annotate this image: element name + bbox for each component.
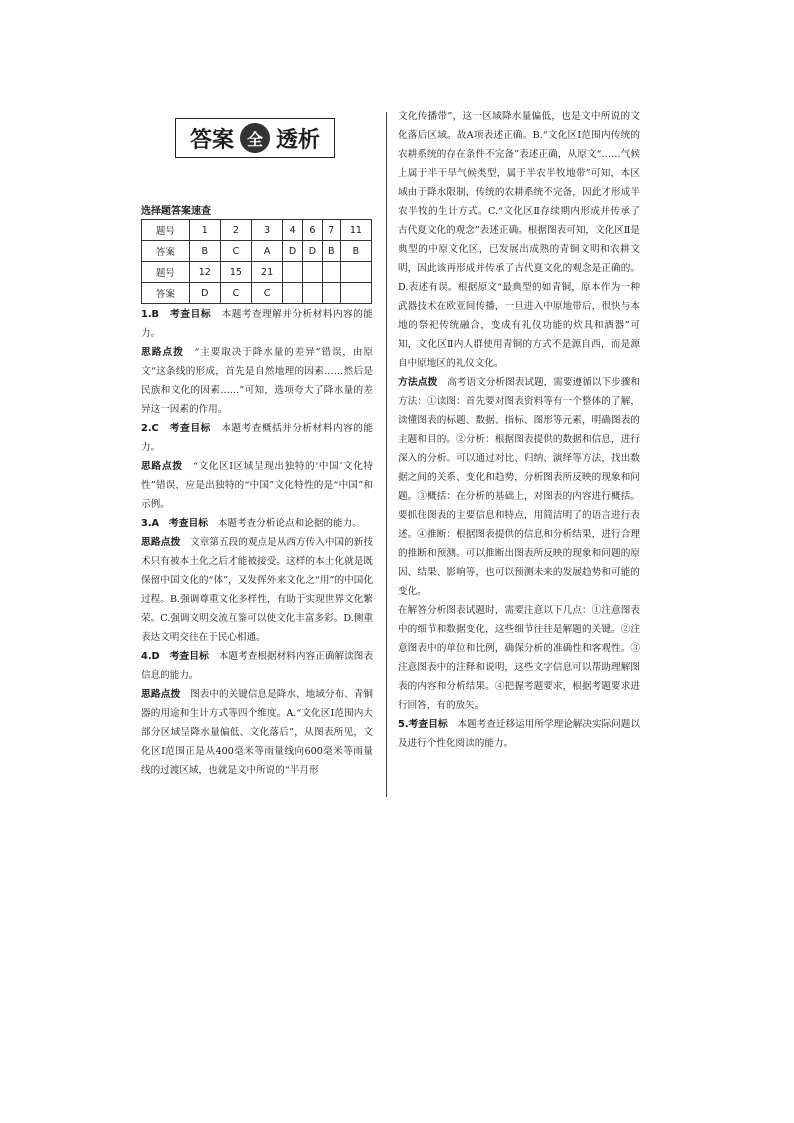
table-cell: 答案	[142, 241, 190, 262]
table-cell	[303, 283, 323, 304]
table-cell: B	[340, 241, 371, 262]
paragraph-body: 本题考查根据材料内容正确解读图表信息的能力。	[141, 651, 374, 681]
paragraph	[398, 107, 640, 373]
table-cell: 1	[189, 220, 220, 241]
answer-banner	[175, 118, 335, 158]
table-row	[142, 241, 372, 262]
table-cell: 3	[252, 220, 283, 241]
table-cell: D	[189, 283, 220, 304]
table-cell: 6	[303, 220, 323, 241]
table-row	[142, 283, 372, 304]
table-cell: 12	[189, 262, 220, 283]
table-row	[142, 262, 372, 283]
banner-word-answer: 答案	[189, 126, 234, 153]
paragraph-body: 文化传播带”，这一区域降水量偏低，也是文中所说的文化落后区域。故A项表述正确。B.“文化区Ⅰ范围内传统的农耕系统的存在条件不完备”表述正确，从原文“……气候上属于半干旱气候类型，属于半农半牧地带”可知，本区域由于降水限制，传统的农耕系统不完备，因此才形成半农半牧的生计方式。C.“文化区Ⅱ存续期内形成并传承了古代夏文化的观念”表述正确。根据图表可知，文化区Ⅱ是典型的中原文化区，已发展出成熟的青铜文明和农耕文明，因此该再形成并传承了古代夏文化的观念是正确的。D.表述有误。根据原文“最典型的如青铜，原本作为一种武器技术在欧亚间传播，一旦进入中原地带后，很快与本地的祭祀传统融合，变成有礼仪功能的炊具和酒器”可知，文化区Ⅱ内人群使用青铜的方式不是源自西，而是源自中原地区的礼仪文化。	[398, 111, 640, 369]
table-cell: D	[283, 241, 303, 262]
paragraph-body: “文化区Ⅰ区域呈现出独特的‘中国’文化特性”错误，应是出独特的“中国”文化特性的是“中国”和示例。	[141, 461, 374, 510]
paragraph	[398, 373, 640, 601]
paragraph-lead: 方法点拨	[398, 377, 448, 388]
table-cell: 题号	[142, 220, 190, 241]
table-cell: A	[252, 241, 283, 262]
paragraph-lead: 2.C 考查目标	[141, 423, 222, 434]
table-cell: 11	[340, 220, 371, 241]
table-cell: 答案	[142, 283, 190, 304]
table-cell: C	[220, 283, 251, 304]
table-cell	[283, 262, 303, 283]
paragraph	[141, 457, 373, 514]
table-cell	[340, 262, 371, 283]
section-title: 选择题答案速查	[141, 206, 211, 217]
banner-seal-icon: 全	[240, 123, 270, 153]
paragraph-body: 文章第五段的观点是从西方传入中国的新技术只有被本土化之后才能被接受。这样的本土化就是既保留中国文化的“体”，又发挥外来文化之“用”的中国化过程。B.强调尊重文化多样性，有助于实现世界文化繁荣。C.强调文明交流互鉴可以使文化丰富多彩。D.侧重表达文明交往在于民心相通。	[141, 537, 374, 643]
table-cell	[322, 283, 340, 304]
right-column-text	[398, 107, 640, 753]
paragraph-body: “主要取决于降水量的差异”错误，由原文“这条线的形成，首先是自然地理的因素……然后是民族和文化的因素……”可知，选项夸大了降水量的差异这一因素的作用。	[141, 347, 374, 415]
paragraph	[141, 533, 373, 647]
paragraph-body: 本题考查理解并分析材料内容的能力。	[141, 309, 373, 339]
table-cell	[340, 283, 371, 304]
paragraph-body: 图表中的关键信息是降水、地域分布、青铜器的用途和生计方式等四个维度。A.“文化区Ⅰ范围内大部分区域呈降水量偏低、文化落后”，从图表所见，文化区Ⅰ范围正是从400毫米等雨量线向600毫米等雨量线的过渡区域，也就是文中所说的“半月形	[141, 689, 374, 776]
paragraph-body: 本题考查迁移运用所学理论解决实际问题以及进行个性化阅读的能力。	[398, 719, 640, 749]
paragraph-body: 本题考查概括并分析材料内容的能力。	[141, 423, 373, 453]
table-cell: 2	[220, 220, 251, 241]
table-cell	[303, 262, 323, 283]
paragraph-lead: 1.B 考查目标	[141, 309, 222, 320]
table-cell: 4	[283, 220, 303, 241]
paragraph-lead: 思路点拨	[141, 537, 191, 548]
paragraph-body: 在解答分析图表试题时，需要注意以下几点：①注意图表中的细节和数据变化，这些细节往往是解题的关键。②注意图表中的单位和比例，确保分析的准确性和客观性。③注意图表中的注释和说明，这些文字信息可以帮助理解图表的内容和分析结果。④把握考题要求，根据考题要求进行回答，有的放矢。	[398, 605, 640, 711]
table-cell	[283, 283, 303, 304]
table-cell: B	[322, 241, 340, 262]
banner-word-analysis: 透析	[276, 126, 321, 153]
paragraph	[141, 647, 373, 685]
paragraph-lead: 思路点拨	[141, 689, 191, 700]
paragraph-lead: 5.考查目标	[398, 719, 458, 730]
table-cell: D	[303, 241, 323, 262]
answer-table	[141, 219, 372, 304]
table-cell: 21	[252, 262, 283, 283]
table-cell: C	[252, 283, 283, 304]
paragraph-lead: 思路点拨	[141, 347, 195, 358]
paragraph	[141, 305, 373, 343]
paragraph	[398, 601, 640, 715]
left-column-text	[141, 305, 373, 780]
paragraph	[398, 715, 640, 753]
table-cell: 15	[220, 262, 251, 283]
table-cell: C	[220, 241, 251, 262]
paragraph-body: 本题考查分析论点和论据的能力。	[217, 518, 362, 529]
paragraph-body: 高考语文分析图表试题，需要遵循以下步骤和方法：①读图：首先要对图表资料等有一个整体的了解，读懂图表的标题、数据、指标、图形等元素，明确图表的主题和目的。②分析：根据图表提供的数据和信息，进行深入的分析。可以通过对比、归纳、演绎等方法，找出数据之间的关系、变化和趋势，分析图表所反映的现象和问题。③概括：在分析的基础上，对图表的内容进行概括。要抓住图表的主要信息和特点，用简洁明了的语言进行表述。④推断：根据图表提供的信息和分析结果，进行合理的推断和预测。可以推断出图表所反映的现象和问题的原因、结果、影响等，也可以预测未来的发展趋势和可能的变化。	[398, 377, 641, 597]
paragraph-lead: 思路点拨	[141, 461, 194, 472]
table-cell: 题号	[142, 262, 190, 283]
table-cell	[322, 262, 340, 283]
paragraph	[141, 685, 373, 780]
paragraph	[141, 419, 373, 457]
table-cell: B	[189, 241, 220, 262]
table-cell: 7	[322, 220, 340, 241]
column-divider	[386, 112, 387, 797]
paragraph	[141, 514, 373, 533]
paragraph-lead: 4.D 考查目标	[141, 651, 219, 662]
table-row	[142, 220, 372, 241]
paragraph-lead: 3.A 考查目标	[141, 518, 218, 529]
paragraph	[141, 343, 373, 419]
